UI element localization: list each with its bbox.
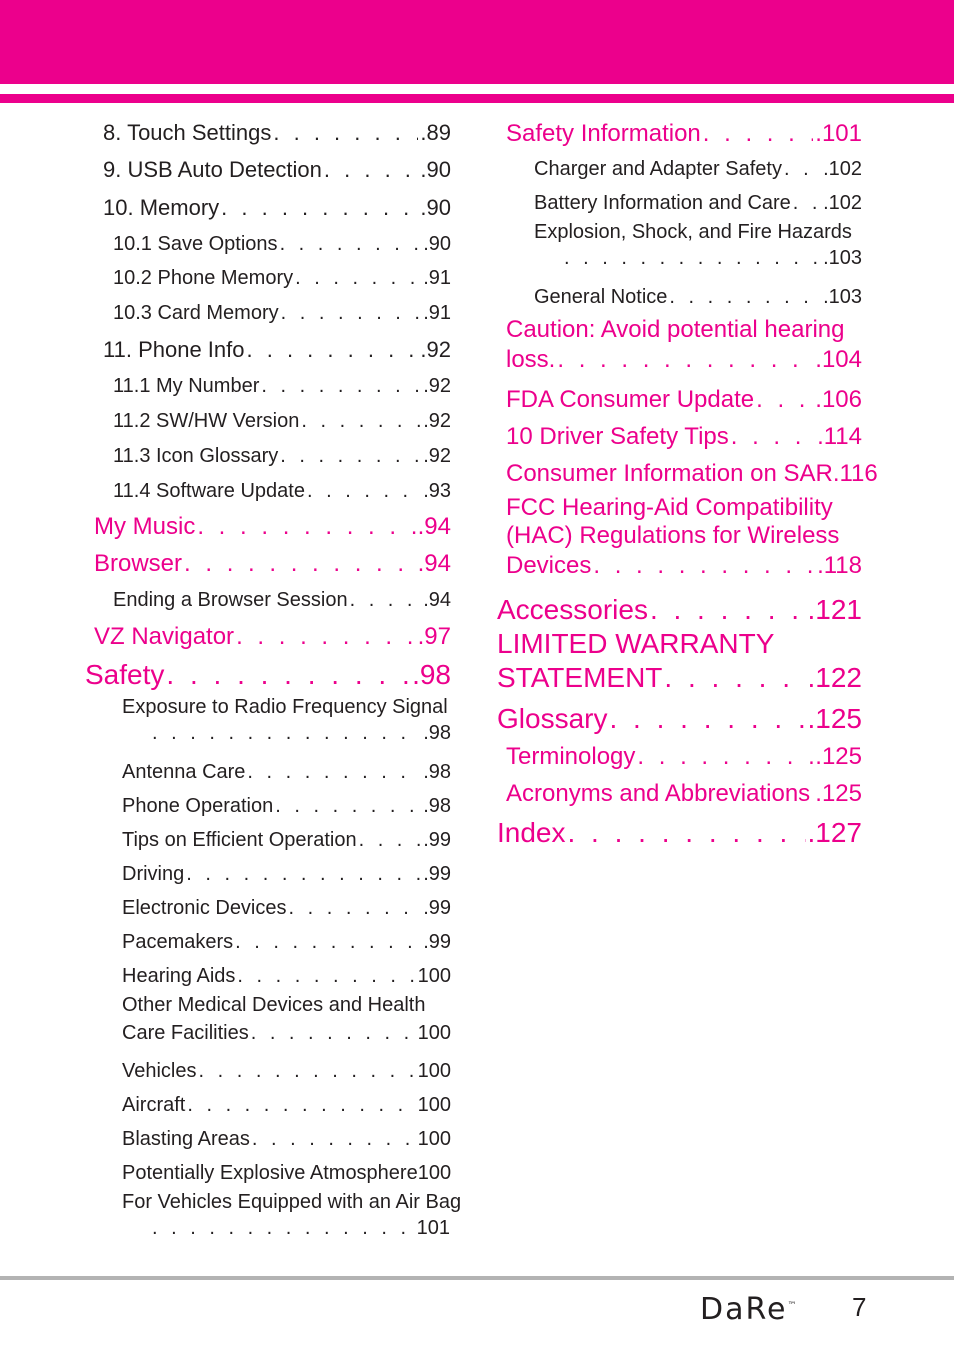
toc-page: .99 <box>423 931 451 953</box>
toc-label: Safety <box>85 659 165 690</box>
toc-label: 10.2 Phone Memory <box>113 267 294 289</box>
toc-entry-my-number[interactable] <box>113 370 451 398</box>
leader-dots <box>784 158 821 181</box>
toc-entry-fda-update[interactable] <box>506 382 862 414</box>
toc-page: .122 <box>807 662 862 693</box>
toc-label: 11.4 Software Update <box>113 480 305 502</box>
toc-page: .91 <box>423 302 451 324</box>
toc-continuation <box>150 719 451 745</box>
toc-entry-index[interactable] <box>497 811 862 849</box>
leader-dots <box>359 829 422 852</box>
toc-entry-acronyms[interactable] <box>506 776 862 808</box>
leader-dots <box>609 703 805 735</box>
leader-dots <box>564 247 821 270</box>
toc-label: Ending a Browser Session <box>113 589 348 611</box>
toc-page: .98 <box>423 761 451 783</box>
toc-entry-efficient-operation[interactable] <box>122 824 451 852</box>
leader-dots <box>756 386 813 414</box>
toc-continuation <box>122 1017 451 1045</box>
toc-label: Devices <box>506 552 592 579</box>
toc-label: Other Medical Devices and Health <box>122 994 426 1016</box>
toc-page: .103 <box>823 286 862 308</box>
leader-dots <box>281 302 422 325</box>
header-rule <box>0 94 954 103</box>
toc-entry-electronic-devices[interactable] <box>122 892 451 920</box>
toc-page: .125 <box>815 743 862 770</box>
toc-entry-software-update[interactable] <box>113 475 451 503</box>
toc-entry-safety[interactable] <box>85 653 451 691</box>
leader-dots <box>669 286 821 309</box>
toc-entry-explosive-atmosphere[interactable] <box>122 1157 451 1185</box>
toc-label: Exposure to Radio Frequency Signal <box>122 696 448 718</box>
leader-dots <box>568 817 806 849</box>
toc-entry-charger-safety[interactable] <box>534 153 862 181</box>
toc-label: Acronyms and Abbreviations <box>506 780 811 807</box>
toc-page: .92 <box>423 410 451 432</box>
leader-dots <box>275 795 421 818</box>
toc-page: 100 <box>417 1162 452 1184</box>
toc-label: 8. Touch Settings <box>103 120 272 145</box>
leader-dots <box>324 157 419 183</box>
toc-label: Potentially Explosive Atmosphere <box>122 1162 418 1184</box>
toc-entry-touch-settings[interactable] <box>103 116 451 146</box>
toc-label: Driving <box>122 863 185 885</box>
toc-label: FDA Consumer Update <box>506 386 755 413</box>
trademark-mark: ™ <box>787 1301 799 1311</box>
toc-entry-sw-hw-version[interactable] <box>113 405 451 433</box>
toc-entry-hearing-aids[interactable] <box>122 960 451 988</box>
toc-label: Care Facilities <box>122 1022 249 1044</box>
toc-label: 9. USB Auto Detection <box>103 157 322 182</box>
leader-dots <box>199 1060 416 1083</box>
footer-rule <box>0 1276 954 1280</box>
toc-label: Consumer Information on SAR <box>506 460 833 487</box>
leader-dots <box>731 423 815 451</box>
toc-entry-pacemakers[interactable] <box>122 926 451 954</box>
toc-entry-vz-navigator[interactable] <box>94 619 451 651</box>
leader-dots <box>251 1022 416 1045</box>
toc-continuation <box>497 660 862 694</box>
toc-entry-phone-memory[interactable] <box>113 262 451 290</box>
leader-dots <box>184 550 416 578</box>
toc-page: .102 <box>823 192 862 214</box>
toc-page: .104 <box>815 346 862 373</box>
toc-page: .90 <box>423 233 451 255</box>
toc-label: Hearing Aids <box>122 965 236 987</box>
toc-page: .99 <box>423 897 451 919</box>
toc-page: .106 <box>815 386 862 413</box>
toc-page: .92 <box>420 337 451 362</box>
toc-label: LIMITED WARRANTY <box>497 628 775 659</box>
leader-dots <box>280 445 421 468</box>
toc-entry-glossary[interactable] <box>497 697 862 735</box>
toc-label: Antenna Care <box>122 761 246 783</box>
leader-dots <box>152 1217 415 1240</box>
toc-entry-ending-browser-session[interactable] <box>113 584 451 612</box>
toc-page: .102 <box>823 158 862 180</box>
toc-label: Explosion, Shock, and Fire Hazards <box>534 221 852 243</box>
toc-entry-limited-warranty[interactable] <box>497 628 862 694</box>
toc-continuation <box>506 344 862 374</box>
toc-entry-memory[interactable] <box>103 191 451 221</box>
toc-label: Glossary <box>497 703 608 734</box>
toc-page: .98 <box>423 722 451 744</box>
leader-dots <box>273 120 418 146</box>
toc-entry-general-notice[interactable] <box>534 281 862 309</box>
toc-page: .92 <box>423 445 451 467</box>
toc-page: .90 <box>420 157 451 182</box>
leader-dots <box>637 743 813 771</box>
toc-entry-accessories[interactable] <box>497 588 862 626</box>
toc-entry-rf-exposure[interactable] <box>122 696 451 745</box>
toc-entry-browser[interactable] <box>94 546 451 578</box>
leader-dots <box>247 761 421 784</box>
toc-entry-driving[interactable] <box>122 858 451 886</box>
toc-page: .121 <box>807 594 862 625</box>
toc-continuation <box>150 1214 450 1240</box>
leader-dots <box>221 195 418 221</box>
toc-label: FCC Hearing-Aid Compatibility <box>506 494 833 521</box>
toc-page: 100 <box>417 1022 451 1044</box>
toc-entry-phone-info[interactable] <box>103 333 451 363</box>
toc-continuation <box>506 550 862 580</box>
toc-page: .92 <box>423 375 451 397</box>
toc-page: .116 <box>832 460 878 487</box>
toc-page: .90 <box>420 195 451 220</box>
leader-dots <box>186 863 421 886</box>
toc-page: .97 <box>417 623 451 650</box>
toc-page: .98 <box>412 659 451 690</box>
toc-page: .127 <box>807 817 862 848</box>
toc-entry-terminology[interactable] <box>506 739 862 771</box>
leader-dots <box>280 233 422 256</box>
toc-label: My Music <box>94 513 196 540</box>
toc-entry-battery-care[interactable] <box>534 187 862 215</box>
toc-entry-save-options[interactable] <box>113 228 451 256</box>
toc-entry-air-bag[interactable] <box>122 1191 462 1240</box>
toc-label: 11.3 Icon Glossary <box>113 445 279 467</box>
toc-entry-icon-glossary[interactable] <box>113 440 451 468</box>
toc-entry-aircraft[interactable] <box>122 1089 451 1117</box>
leader-dots <box>237 965 415 988</box>
toc-label: Safety Information <box>506 120 701 147</box>
toc-page: .94 <box>417 513 451 540</box>
leader-dots <box>235 931 421 954</box>
header-band <box>0 0 954 84</box>
leader-dots <box>593 552 815 580</box>
toc-page: 100 <box>417 965 451 987</box>
toc-entry-medical-facilities[interactable] <box>122 994 451 1045</box>
toc-page: .89 <box>420 120 451 145</box>
toc-page: .91 <box>423 267 451 289</box>
toc-page: 101 <box>416 1217 450 1239</box>
toc-label: Browser <box>94 550 183 577</box>
leader-dots <box>301 410 421 433</box>
leader-dots <box>295 267 421 290</box>
brand-text: DaRe <box>700 1292 788 1327</box>
toc-label: 10 Driver Safety Tips <box>506 423 729 450</box>
leader-dots <box>236 623 416 651</box>
toc-label: Pacemakers <box>122 931 234 953</box>
leader-dots <box>812 780 813 808</box>
leader-dots <box>557 346 813 374</box>
toc-label: 10.1 Save Options <box>113 233 278 255</box>
leader-dots <box>197 513 415 541</box>
leader-dots <box>703 120 814 148</box>
toc-label: STATEMENT <box>497 662 663 693</box>
toc-entry-vehicles[interactable] <box>122 1055 451 1083</box>
toc-label: 11.2 SW/HW Version <box>113 410 300 432</box>
toc-label: 11.1 My Number <box>113 375 260 397</box>
toc-label: General Notice <box>534 286 668 308</box>
leader-dots <box>664 662 805 694</box>
toc-page: .103 <box>823 247 862 269</box>
toc-label: Index <box>497 817 566 848</box>
brand-logo <box>700 1292 798 1327</box>
toc-page: .118 <box>817 552 862 579</box>
toc-page: .94 <box>423 589 451 611</box>
toc-page: 100 <box>417 1128 451 1150</box>
leader-dots <box>289 897 422 920</box>
toc-label: 10.3 Card Memory <box>113 302 279 324</box>
toc-entry-safety-information[interactable] <box>506 116 862 148</box>
leader-dots <box>793 192 821 215</box>
leader-dots <box>247 337 419 363</box>
toc-entry-sar[interactable] <box>506 456 878 488</box>
toc-page: .99 <box>423 829 451 851</box>
toc-label: Phone Operation <box>122 795 274 817</box>
toc-continuation <box>562 244 862 270</box>
toc-entry-card-memory[interactable] <box>113 297 451 325</box>
page-number: 7 <box>852 1292 867 1322</box>
toc-label: Caution: Avoid potential hearing <box>506 316 845 343</box>
toc-label: Terminology <box>506 743 636 770</box>
toc-page: .101 <box>815 120 862 147</box>
leader-dots <box>166 659 410 691</box>
toc-page: .125 <box>815 780 862 807</box>
toc-label: loss. <box>506 346 556 373</box>
leader-dots <box>152 722 421 745</box>
toc-entry-explosion-hazards[interactable] <box>534 221 862 270</box>
toc-label: Vehicles <box>122 1060 197 1082</box>
leader-dots <box>307 480 421 503</box>
toc-entry-blasting-areas[interactable] <box>122 1123 451 1151</box>
toc-entry-usb-auto-detection[interactable] <box>103 153 451 183</box>
toc-entry-my-music[interactable] <box>94 509 451 541</box>
toc-label: Charger and Adapter Safety <box>534 158 782 180</box>
toc-entry-antenna-care[interactable] <box>122 756 451 784</box>
leader-dots <box>350 589 422 612</box>
leader-dots <box>187 1094 415 1117</box>
toc-page: .125 <box>807 703 862 734</box>
leader-dots <box>650 594 806 626</box>
toc-label: Accessories <box>497 594 648 625</box>
toc-page: .94 <box>417 550 451 577</box>
toc-label: 11. Phone Info <box>103 337 245 362</box>
toc-label: 10. Memory <box>103 195 220 220</box>
toc-entry-hearing-loss[interactable] <box>506 316 862 374</box>
toc-page: 100 <box>417 1094 451 1116</box>
toc-label: Tips on Efficient Operation <box>122 829 357 851</box>
toc-label: For Vehicles Equipped with an Air Bag <box>122 1191 462 1213</box>
toc-page: .99 <box>423 863 451 885</box>
toc-page: .114 <box>817 423 862 450</box>
toc-entry-driver-safety-tips[interactable] <box>506 419 862 451</box>
leader-dots <box>252 1128 416 1151</box>
leader-dots <box>261 375 421 398</box>
toc-page: 100 <box>417 1060 451 1082</box>
toc-label: Aircraft <box>122 1094 186 1116</box>
toc-entry-phone-operation[interactable] <box>122 790 451 818</box>
toc-page: .98 <box>423 795 451 817</box>
toc-page: .93 <box>423 480 451 502</box>
toc-label: Blasting Areas <box>122 1128 250 1150</box>
toc-entry-fcc-hac[interactable] <box>506 494 862 580</box>
toc-label: Electronic Devices <box>122 897 287 919</box>
toc-label: VZ Navigator <box>94 623 235 650</box>
toc-label: (HAC) Regulations for Wireless <box>506 522 840 549</box>
toc-label: Battery Information and Care <box>534 192 791 214</box>
